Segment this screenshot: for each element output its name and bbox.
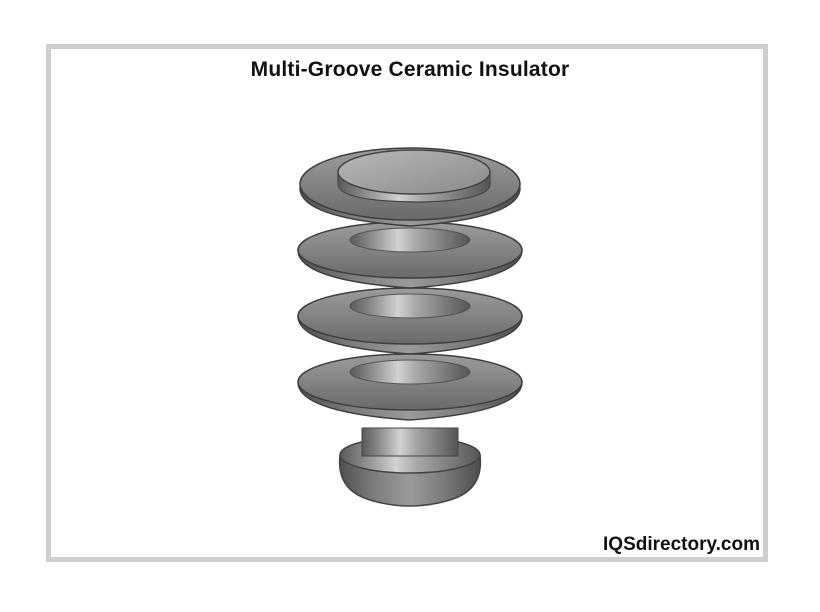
figure-title: Multi-Groove Ceramic Insulator	[250, 58, 570, 81]
insulator-base-bulb	[340, 428, 481, 506]
source-watermark: IQSdirectory.com	[603, 534, 760, 555]
insulator-shed-3	[298, 288, 522, 354]
insulator-shed-2	[298, 222, 522, 288]
insulator-shed-4	[298, 354, 522, 420]
insulator-top-cap	[338, 150, 490, 202]
